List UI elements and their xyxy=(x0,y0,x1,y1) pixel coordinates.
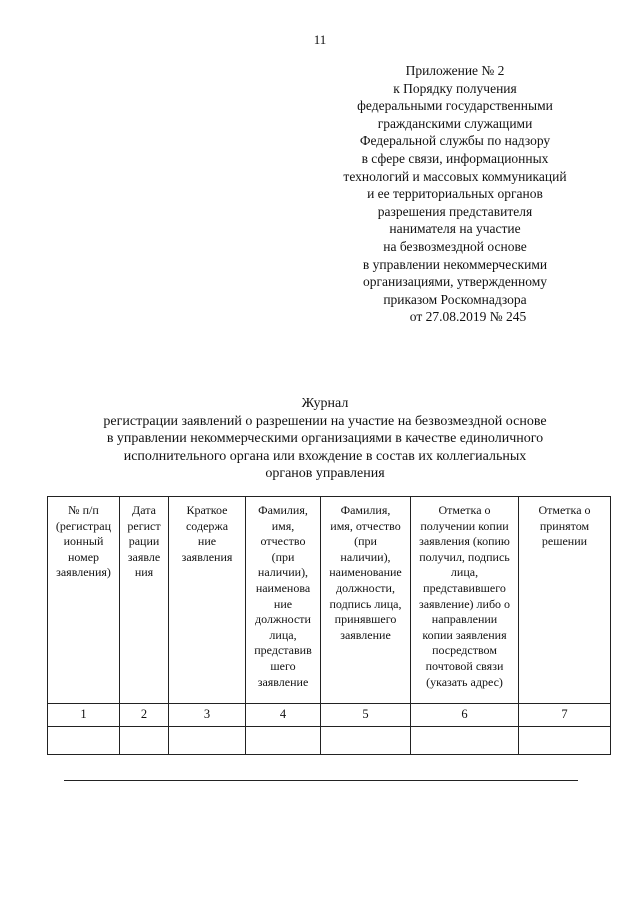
header-text-line: лица, xyxy=(269,627,297,642)
empty-cell[interactable] xyxy=(519,727,611,755)
appendix-line: в управлении некоммерческими xyxy=(362,256,548,272)
appendix-line: Федеральной службы по надзору xyxy=(359,133,551,149)
header-text-line: Фамилия, xyxy=(340,503,391,517)
header-text-line: заявления (копию xyxy=(419,534,510,549)
page-number: 11 xyxy=(313,32,327,47)
column-number: 7 xyxy=(519,704,611,727)
header-text-line: рации xyxy=(128,534,160,549)
header-text-line: (при xyxy=(354,534,377,549)
header-text-line: заявление) либо о xyxy=(418,596,511,611)
header-cell-1 xyxy=(48,497,120,704)
header-text-line: заявления) xyxy=(56,565,111,580)
header-text-line: Отметка о xyxy=(438,503,491,517)
empty-cell[interactable] xyxy=(246,727,321,755)
header-cell-5 xyxy=(321,497,411,704)
appendix-line: к Порядку получения xyxy=(393,80,517,96)
header-text-line: имя, xyxy=(271,518,295,533)
header-cell-6 xyxy=(411,497,519,704)
header-text-line: заявления xyxy=(181,549,233,564)
header-text-line: ние xyxy=(273,596,293,611)
appendix-line: от 27.08.2019 № 245 xyxy=(409,309,527,325)
header-text-line: принятом xyxy=(539,518,590,533)
header-text-line: почтовой связи xyxy=(425,658,504,673)
header-text-line: решении xyxy=(541,534,588,549)
header-text-line: получении копии xyxy=(420,518,509,533)
header-text-line: (указать адрес) xyxy=(426,674,503,689)
empty-cell[interactable] xyxy=(48,727,120,755)
table-header-row xyxy=(48,497,611,704)
journal-title-line: органов управления xyxy=(265,466,385,481)
header-text-line: регист xyxy=(127,518,161,533)
header-text-line: посредством xyxy=(432,643,497,658)
journal-title-line: исполнительного органа или вхождение в состав их коллегиальных xyxy=(123,448,527,464)
appendix-line: федеральными государственными xyxy=(357,98,553,114)
appendix-line: нанимателя на участие xyxy=(389,221,521,237)
column-number: 3 xyxy=(169,704,246,727)
header-text-line: подпись лица, xyxy=(329,596,402,611)
header-text-line: номер xyxy=(67,549,100,564)
empty-cell[interactable] xyxy=(321,727,411,755)
header-text-line: наличии), xyxy=(257,565,309,580)
header-text-line: ионный xyxy=(63,534,104,549)
header-text-line: наличии), xyxy=(340,549,391,564)
empty-cell[interactable] xyxy=(169,727,246,755)
appendix-line: и ее территориальных органов xyxy=(367,186,543,202)
column-number: 4 xyxy=(246,704,321,727)
column-number-row xyxy=(48,704,611,727)
header-text-line: заявле xyxy=(127,549,161,564)
header-text-line: Фамилия, xyxy=(258,503,308,517)
column-number: 6 xyxy=(411,704,519,727)
appendix-line: гражданскими служащими xyxy=(377,115,533,131)
header-text-line: ние xyxy=(197,534,217,549)
header-text-line: заявление xyxy=(340,627,391,642)
header-cell-7 xyxy=(519,497,611,704)
header-text-line: представив xyxy=(254,643,312,658)
header-text-line: получил, подпись xyxy=(419,549,510,564)
header-text-line: копии заявления xyxy=(422,627,507,642)
header-text-line: принявшего xyxy=(334,612,397,627)
header-text-line: должности xyxy=(255,612,311,627)
header-text-line: Краткое xyxy=(186,503,228,517)
header-text-line: представившего xyxy=(423,580,506,595)
journal-title-line: регистрации заявлений о разрешении на участие на безвозмездной основе xyxy=(103,413,547,429)
header-text-line: заявление xyxy=(257,674,309,689)
appendix-line: в сфере связи, информационных xyxy=(361,150,549,166)
column-number: 5 xyxy=(321,704,411,727)
appendix-line: технологий и массовых коммуникаций xyxy=(343,168,567,184)
footer-divider xyxy=(64,780,578,781)
header-text-line: (при xyxy=(271,549,295,564)
column-number: 2 xyxy=(120,704,169,727)
appendix-line: организациями, утвержденному xyxy=(362,274,548,290)
header-text-line: содержа xyxy=(185,518,229,533)
empty-cell[interactable] xyxy=(120,727,169,755)
appendix-line: Приложение № 2 xyxy=(405,63,505,78)
journal-title-line: в управлении некоммерческими организациями в качестве единоличного xyxy=(106,431,544,446)
journal-table xyxy=(47,496,611,755)
empty-entry-row xyxy=(48,727,611,755)
appendix-block xyxy=(300,62,610,326)
appendix-line: приказом Роскомнадзора xyxy=(383,291,527,307)
header-text-line: лица, xyxy=(450,565,479,580)
header-text-line: Отметка о xyxy=(538,503,591,517)
empty-cell[interactable] xyxy=(411,727,519,755)
header-cell-4 xyxy=(246,497,321,704)
appendix-line: на безвозмездной основе xyxy=(383,238,527,254)
journal-title xyxy=(60,395,590,483)
header-cell-3 xyxy=(169,497,246,704)
header-text-line: должности, xyxy=(336,580,395,595)
journal-title-line: Журнал xyxy=(301,396,349,411)
column-number: 1 xyxy=(48,704,120,727)
header-cell-2 xyxy=(120,497,169,704)
header-text-line: направлении xyxy=(431,612,498,627)
header-text-line: наименование xyxy=(329,565,402,580)
header-text-line: (регистрац xyxy=(55,518,112,533)
header-text-line: отчество xyxy=(260,534,306,549)
appendix-line: разрешения представителя xyxy=(377,203,533,219)
header-text-line: ния xyxy=(134,565,154,580)
header-text-line: наименова xyxy=(255,580,311,595)
header-text-line: Дата xyxy=(132,503,156,517)
header-text-line: № п/п xyxy=(68,503,99,517)
header-text-line: имя, отчество xyxy=(330,518,401,533)
header-text-line: шего xyxy=(270,658,296,673)
